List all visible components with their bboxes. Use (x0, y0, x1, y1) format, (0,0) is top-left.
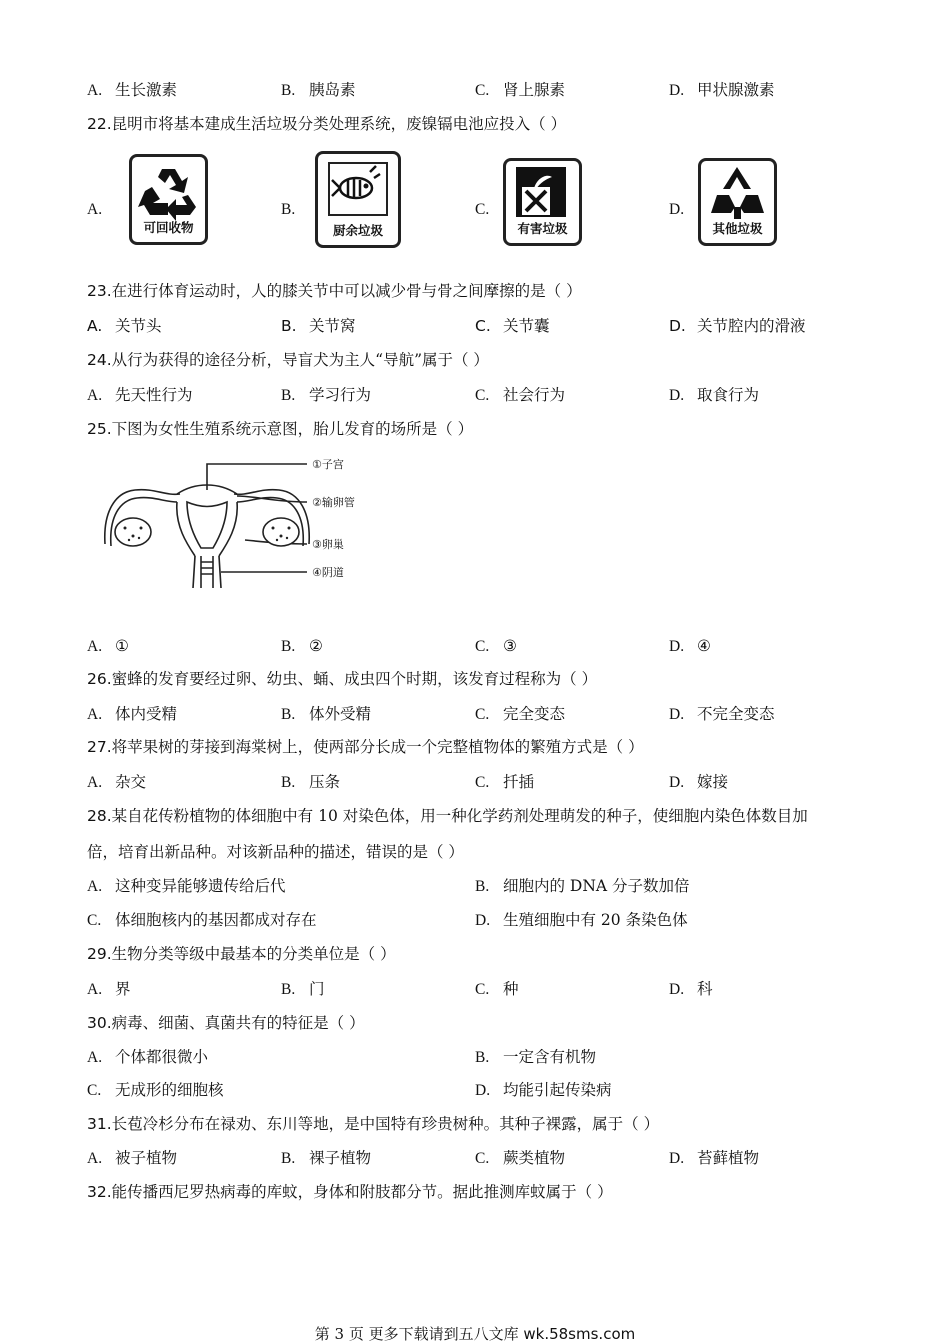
q31-option-b: B. 裸子植物 (281, 1149, 372, 1167)
q24-stem: 24.从行为获得的途径分析，导盲犬为主人“导航”属于（ ） (87, 351, 489, 369)
q30-stem: 30.病毒、细菌、真菌共有的特征是（ ） (87, 1014, 365, 1032)
q29-option-a: A. 界 (87, 980, 131, 998)
q22-option-a-letter: A. (87, 201, 103, 218)
q27-option-c: C. 扦插 (475, 773, 535, 791)
q21-option-d: D. 甲状腺激素 (669, 81, 775, 99)
page-footer (0, 1323, 950, 1344)
q23-stem: 23.在进行体育运动时，人的膝关节中可以减少骨与骨之间摩擦的是（ ） (87, 282, 582, 300)
fish-bone-icon (318, 158, 398, 220)
q26-option-d: D. 不完全变态 (669, 705, 775, 723)
q28-stem-line2: 倍，培育出新品种。对该新品种的描述，错误的是（ ） (87, 843, 464, 861)
q28-option-d: D. 生殖细胞中有 20 条染色体 (475, 911, 688, 929)
q31-stem: 31.长苞冷杉分布在禄劝、东川等地，是中国特有珍贵树种。其种子裸露，属于（ ） (87, 1115, 660, 1133)
kitchen-waste-sign (315, 151, 401, 248)
q31-option-a: A. 被子植物 (87, 1149, 178, 1167)
q25-option-b: B. ② (281, 637, 323, 655)
q32-stem: 32.能传播西尼罗热病毒的库蚊，身体和附肢都分节。据此推测库蚊属于（ ） (87, 1183, 613, 1201)
recycle-icon (132, 161, 205, 223)
q24-option-a: A. 先天性行为 (87, 386, 193, 404)
q29-stem: 29.生物分类等级中最基本的分类单位是（ ） (87, 945, 396, 963)
q23-option-a: A. 关节头 (87, 317, 162, 335)
hazardous-waste-sign (503, 158, 582, 246)
q30-option-d: D. 均能引起传染病 (475, 1081, 612, 1099)
q29-option-d: D. 科 (669, 980, 713, 998)
label-oviduct: ②输卵管 (312, 496, 355, 509)
hazardous-waste-label: 有害垃圾 (517, 221, 568, 236)
q22-stem: 22.昆明市将基本建成生活垃圾分类处理系统，废镍镉电池应投入（ ） (87, 115, 567, 133)
q31-option-d: D. 苔藓植物 (669, 1149, 760, 1167)
q25-stem: 25.下图为女性生殖系统示意图，胎儿发育的场所是（ ） (87, 420, 474, 438)
q27-stem: 27.将苹果树的芽接到海棠树上，使两部分长成一个完整植物体的繁殖方式是（ ） (87, 738, 644, 756)
footer-text: 第 3 页 更多下载请到五八文库 (314, 1325, 524, 1343)
q24-option-b: B. 学习行为 (281, 386, 372, 404)
q27-option-d: D. 嫁接 (669, 773, 729, 791)
q28-option-b: B. 细胞内的 DNA 分子数加倍 (475, 877, 690, 895)
recyclable-label: 可回收物 (143, 220, 194, 235)
q30-option-b: B. 一定含有机物 (475, 1048, 597, 1066)
q21-option-a: A. 生长激素 (87, 81, 178, 99)
q28-option-a: A. 这种变异能够遗传给后代 (87, 877, 286, 895)
q30-option-a: A. 个体都很微小 (87, 1048, 209, 1066)
recyclable-sign (129, 154, 208, 245)
q29-option-b: B. 门 (281, 980, 325, 998)
footer-site-link[interactable]: wk.58sms.com (523, 1325, 636, 1343)
kitchen-waste-label: 厨余垃圾 (332, 223, 383, 238)
other-waste-sign (698, 158, 777, 246)
q27-option-b: B. 压条 (281, 773, 341, 791)
q21-option-b: B. 胰岛素 (281, 81, 356, 99)
other-waste-label: 其他垃圾 (712, 221, 763, 236)
q25-option-c: C. ③ (475, 637, 517, 655)
q29-option-c: C. 种 (475, 980, 519, 998)
q23-option-d: D. 关节腔内的滑液 (669, 317, 806, 335)
q23-option-c: C. 关节囊 (475, 317, 550, 335)
q24-option-c: C. 社会行为 (475, 386, 566, 404)
q25-option-d: D. ④ (669, 637, 711, 655)
female-reproductive-diagram (95, 452, 375, 597)
q31-option-c: C. 蕨类植物 (475, 1149, 566, 1167)
q22-option-b-letter: B. (281, 201, 296, 218)
q27-option-a: A. 杂交 (87, 773, 147, 791)
q21-option-c: C. 肾上腺素 (475, 81, 566, 99)
label-uterus: ①子宫 (312, 458, 344, 471)
q25-option-a: A. ① (87, 637, 129, 655)
other-waste-icon (701, 163, 774, 225)
q26-option-b: B. 体外受精 (281, 705, 372, 723)
q22-option-d-letter: D. (669, 201, 685, 218)
q26-option-c: C. 完全变态 (475, 705, 566, 723)
q28-option-c: C. 体细胞核内的基因都成对存在 (87, 911, 317, 929)
label-vagina: ④阴道 (312, 566, 344, 579)
q26-stem: 26.蜜蜂的发育要经过卵、幼虫、蛹、成虫四个时期，该发育过程称为（ ） (87, 670, 598, 688)
q22-option-c-letter: C. (475, 201, 490, 218)
q26-option-a: A. 体内受精 (87, 705, 178, 723)
q23-option-b: B. 关节窝 (281, 317, 356, 335)
q24-option-d: D. 取食行为 (669, 386, 760, 404)
q28-stem-line1: 28.某自花传粉植物的体细胞中有 10 对染色体，用一种化学药剂处理萌发的种子，使细胞内染色体数目加 (87, 807, 808, 825)
q30-option-c: C. 无成形的细胞核 (87, 1081, 224, 1099)
hazardous-icon (506, 161, 579, 223)
label-ovary: ③卵巢 (312, 538, 344, 551)
